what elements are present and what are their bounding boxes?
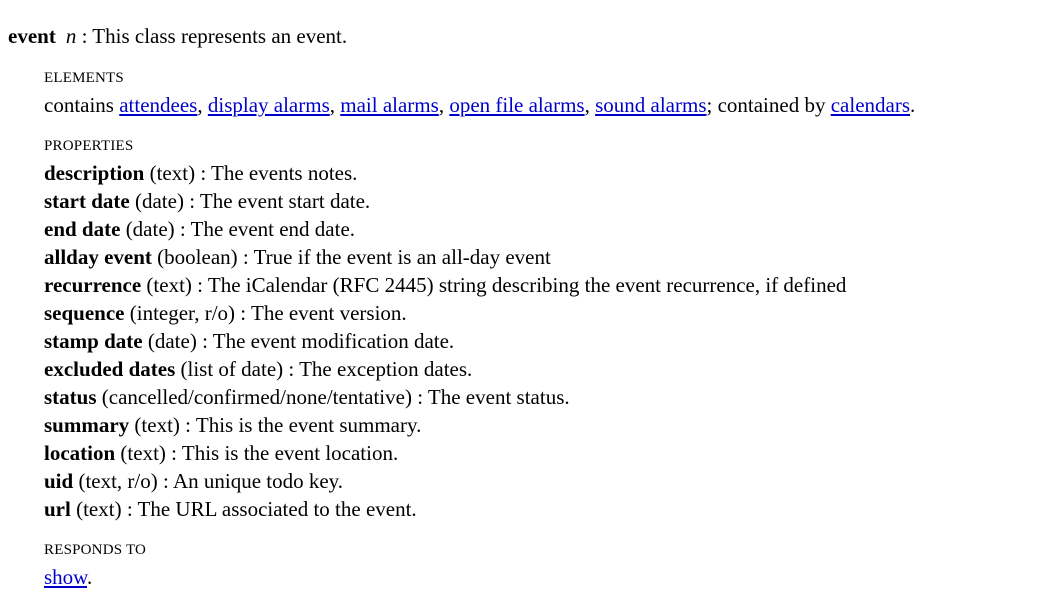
property-name: uid: [44, 469, 74, 493]
elements-title: ELEMENTS: [44, 70, 124, 86]
property-allday-event: [44, 243, 846, 271]
comma-separator: ,: [584, 93, 596, 117]
properties-title: PROPERTIES: [44, 138, 134, 154]
property-uid: [44, 467, 846, 495]
property-desc: : The event status.: [411, 385, 570, 409]
contained-prefix: ; contained by: [706, 93, 831, 117]
property-desc: : This is the event location.: [165, 441, 399, 465]
property-desc: : The exception dates.: [283, 357, 473, 381]
property-type: (integer, r/o): [124, 301, 236, 325]
property-desc: : The event version.: [235, 301, 407, 325]
property-name: description: [44, 161, 145, 185]
property-type: (text): [141, 273, 192, 297]
property-type: (date): [142, 329, 197, 353]
entry-description: This class represents an event.: [92, 24, 348, 48]
property-summary: [44, 411, 846, 439]
property-name: end date: [44, 217, 121, 241]
entry-term: event: [8, 24, 56, 48]
property-name: allday event: [44, 245, 152, 269]
property-name: url: [44, 497, 71, 521]
property-desc: : The URL associated to the event.: [121, 497, 417, 521]
property-name: recurrence: [44, 273, 142, 297]
property-list: [44, 159, 846, 523]
property-name: status: [44, 385, 97, 409]
property-desc: : An unique todo key.: [157, 469, 344, 493]
link-calendars[interactable]: calendars: [830, 93, 911, 117]
property-desc: : The event end date.: [174, 217, 356, 241]
properties-section: [44, 137, 846, 523]
property-desc: : The event modification date.: [196, 329, 455, 353]
responds-end: .: [86, 565, 93, 589]
comma-separator: ,: [197, 93, 208, 117]
link-open-file-alarms[interactable]: open file alarms: [449, 93, 585, 117]
comma-separator: ,: [329, 93, 341, 117]
link-sound-alarms[interactable]: sound alarms: [595, 93, 707, 117]
property-stamp-date: [44, 327, 846, 355]
link-attendees[interactable]: attendees: [119, 93, 198, 117]
comma-separator: ,: [438, 93, 450, 117]
property-type: (date): [120, 217, 175, 241]
property-end-date: [44, 215, 846, 243]
property-desc: : True if the event is an all-day event: [237, 245, 551, 269]
property-type: (cancelled/confirmed/none/tentative): [96, 385, 412, 409]
elements-section: [44, 69, 915, 119]
elements-line: [44, 91, 915, 119]
property-name: location: [44, 441, 116, 465]
property-name: sequence: [44, 301, 125, 325]
property-status: [44, 383, 846, 411]
property-desc: : The event start date.: [183, 189, 371, 213]
property-recurrence: [44, 271, 846, 299]
contains-prefix: contains: [44, 93, 120, 117]
responds-to-title: RESPONDS TO: [44, 542, 147, 558]
property-type: (text): [115, 441, 166, 465]
property-sequence: [44, 299, 846, 327]
property-name: stamp date: [44, 329, 143, 353]
entry-separator: :: [76, 24, 93, 48]
property-type: (text): [144, 161, 196, 185]
link-display-alarms[interactable]: display alarms: [207, 93, 330, 117]
property-type: (boolean): [151, 245, 238, 269]
property-excluded-dates: [44, 355, 846, 383]
property-desc: : The iCalendar (RFC 2445) string describing the event recurrence, if defined: [191, 273, 847, 297]
property-desc: : This is the event summary.: [179, 413, 422, 437]
property-name: start date: [44, 189, 130, 213]
elements-end: .: [910, 93, 916, 117]
property-start-date: [44, 187, 846, 215]
property-url: [44, 495, 846, 523]
responds-to-line: [44, 563, 146, 591]
property-name: excluded dates: [44, 357, 176, 381]
property-location: [44, 439, 846, 467]
property-type: (text): [70, 497, 122, 521]
link-show[interactable]: show: [44, 565, 87, 589]
property-type: (date): [129, 189, 184, 213]
link-mail-alarms[interactable]: mail alarms: [340, 93, 439, 117]
responds-to-section: [44, 541, 146, 591]
entry-part-of-speech: n: [65, 24, 77, 48]
property-description: [44, 159, 846, 187]
entry-header: [8, 22, 347, 50]
property-desc: : The events notes.: [195, 161, 358, 185]
property-type: (list of date): [175, 357, 284, 381]
property-name: summary: [44, 413, 130, 437]
property-type: (text, r/o): [73, 469, 158, 493]
property-type: (text): [129, 413, 180, 437]
